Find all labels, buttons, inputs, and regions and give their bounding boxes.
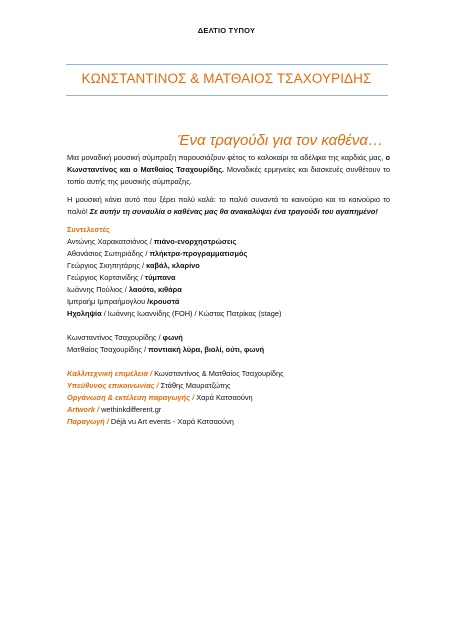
singer-name: Κωνσταντίνος Τσαχουρίδης / <box>67 333 163 342</box>
staff-line <box>67 392 390 404</box>
singer-role: ποντιακή λύρα, βιολί, ούτι, φωνή <box>148 345 265 354</box>
musician-line <box>67 272 390 284</box>
intro-highlight: Σε αυτήν τη συναυλία ο καθένας μας θα ανακαλύψει ένα τραγούδι του αγαπημένο! <box>89 207 378 216</box>
musician-line <box>67 236 390 248</box>
singer-name: Ματθαίος Τσαχουρίδης / <box>67 345 149 354</box>
staff-label: Καλλιτεχνική επιμέλεια / <box>67 369 155 378</box>
sound-engineering-line <box>67 308 390 320</box>
title-rule-top <box>66 64 388 65</box>
staff-label: Παραγωγή / <box>67 417 111 426</box>
staff-line <box>67 368 390 380</box>
intro-paragraph-1 <box>67 152 390 188</box>
staff-value: Κωνσταντίνος & Ματθαίος Τσαχουρίδης <box>154 369 284 378</box>
intro-artists: ο Κωνσταντίνος και ο Ματθαίος Τσαχουρίδης. <box>67 153 390 174</box>
staff-value: Στάθης Μαυρατζώτης <box>160 381 231 390</box>
staff-label: Οργάνωση & εκτέλεση παραγωγής / <box>67 393 197 402</box>
sound-value: / Ιωάννης Ιωαννίδης (FOH) / Κώστας Πατρίκας (stage) <box>101 309 282 318</box>
press-release-label: ΔΕΛΤΙΟ ΤΥΠΟΥ <box>197 26 256 35</box>
musician-line <box>67 248 390 260</box>
subtitle: Ένα τραγούδι για τον καθένα… <box>177 132 383 149</box>
staff-value: wethinkdifferent.gr <box>101 405 162 414</box>
staff-value: Χαρά Κατσαούνη <box>196 393 253 402</box>
singer-line <box>67 332 390 344</box>
intro-text: Μια μοναδική μουσική σύμπραξη παρουσιάζουν φέτος το καλοκαίρι τα αδέλφια της καρδιάς μας, <box>67 153 386 162</box>
page-title: ΚΩΝΣΤΑΝΤΙΝΟΣ & ΜΑΤΘΑΙΟΣ ΤΣΑΧΟΥΡΙΔΗΣ <box>81 71 372 86</box>
intro-text-end: Μοναδικές ερμηνείες και διασκευές συνθέτουν το τοπίο αυτής της μουσικής σύμπραξης. <box>67 165 390 186</box>
musician-role: λαούτο, κιθάρα <box>128 285 182 294</box>
musician-role: πλήκτρα-προγραμματισμός <box>149 249 248 258</box>
staff-line <box>67 380 390 392</box>
staff-label: Artwork / <box>67 405 102 414</box>
staff-label: Υπεύθυνος επικοινωνίας / <box>67 381 161 390</box>
musician-name: Ιμπραήμ Ιμπραήμογλου <box>67 297 148 306</box>
musician-role: /κρουστά <box>147 297 180 306</box>
musician-name: Αθανάσιος Σωτηριάδης / <box>67 249 150 258</box>
musician-name: Γεώργιος Σκηπητάρης / <box>67 261 147 270</box>
musician-line <box>67 284 390 296</box>
musician-line <box>67 260 390 272</box>
staff-value: Déjà vu Art events - Χαρά Κατσαούνη <box>110 417 234 426</box>
credits-section <box>67 224 390 428</box>
intro-text-2: Η μουσική κάνει αυτό που ξέρει πολύ καλά: το παλιό συναντά το καινούριο και το καινούριο το παλιό! <box>67 195 390 216</box>
intro-paragraph-2 <box>67 194 390 218</box>
credits-heading: Συντελεστές <box>67 225 110 234</box>
musician-line <box>67 296 390 308</box>
musician-role: τύμπανα <box>144 273 176 282</box>
musician-role: πιάνο-ενορχηστρώσεις <box>153 237 237 246</box>
singer-role: φωνή <box>162 333 183 342</box>
musician-name: Αντώνης Χαρακατσιάνος / <box>67 237 154 246</box>
body-content <box>67 152 390 428</box>
staff-line <box>67 416 390 428</box>
sound-label: Ηχοληψία <box>67 309 102 318</box>
musician-name: Γεώργιος Κορτσινίδης / <box>67 273 145 282</box>
singer-line <box>67 344 390 356</box>
staff-line <box>67 404 390 416</box>
musician-name: Ιωάννης Πούλιος / <box>67 285 129 294</box>
musician-role: καβάλ, κλαρίνο <box>146 261 200 270</box>
title-rule-bottom <box>66 95 388 96</box>
